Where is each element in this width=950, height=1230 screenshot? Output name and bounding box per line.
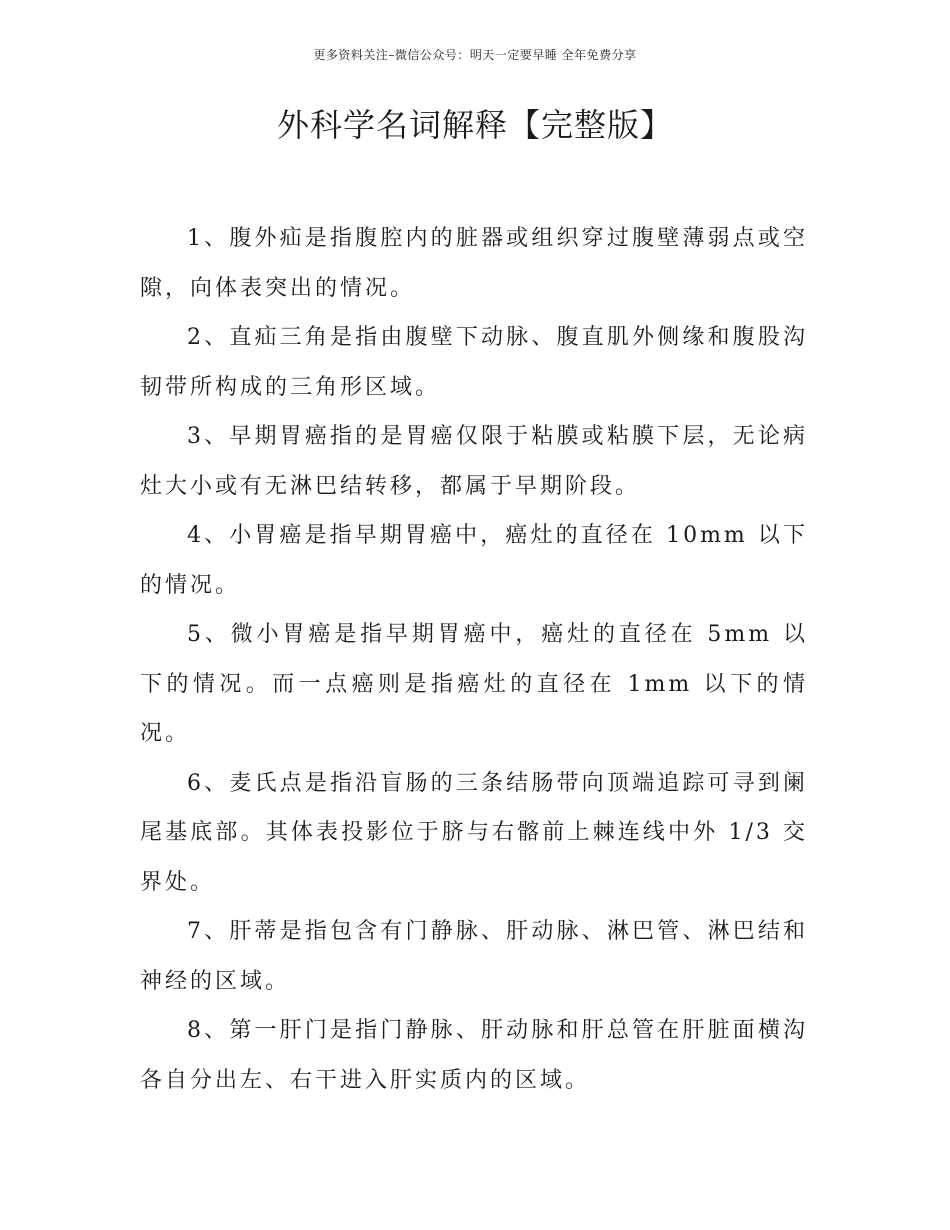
paragraph-7: 7、肝蒂是指包含有门静脉、肝动脉、淋巴管、淋巴结和神经的区域。	[140, 919, 808, 994]
paragraph-6: 6、麦氏点是指沿盲肠的三条结肠带向顶端追踪可寻到阑尾基底部。其体表投影位于脐与右髂前上棘连线中外 1/3 交界处。	[140, 770, 808, 895]
header-note: 更多资料关注–微信公众号：明天一定要早睡 全年免费分享	[313, 48, 637, 62]
paragraph-5: 5、微小胃癌是指早期胃癌中，癌灶的直径在 5mm 以下的情况。而一点癌则是指癌灶的直径在 1mm 以下的情况。	[140, 622, 808, 746]
paragraph-3: 3、早期胃癌指的是胃癌仅限于粘膜或粘膜下层，无论病灶大小或有无淋巴结转移，都属于早期阶段。	[140, 424, 808, 499]
document-title: 外科学名词解释【完整版】	[276, 106, 673, 144]
paragraph-4: 4、小胃癌是指早期胃癌中，癌灶的直径在 10mm 以下的情况。	[140, 523, 808, 598]
paragraph-2: 2、直疝三角是指由腹壁下动脉、腹直肌外侧缘和腹股沟韧带所构成的三角形区域。	[140, 325, 808, 400]
paragraph-8: 8、第一肝门是指门静脉、肝动脉和肝总管在肝脏面横沟各自分出左、右干进入肝实质内的区域。	[140, 1018, 808, 1093]
document-body	[140, 214, 808, 1105]
paragraph-1: 1、腹外疝是指腹腔内的脏器或组织穿过腹壁薄弱点或空隙，向体表突出的情况。	[140, 226, 808, 301]
